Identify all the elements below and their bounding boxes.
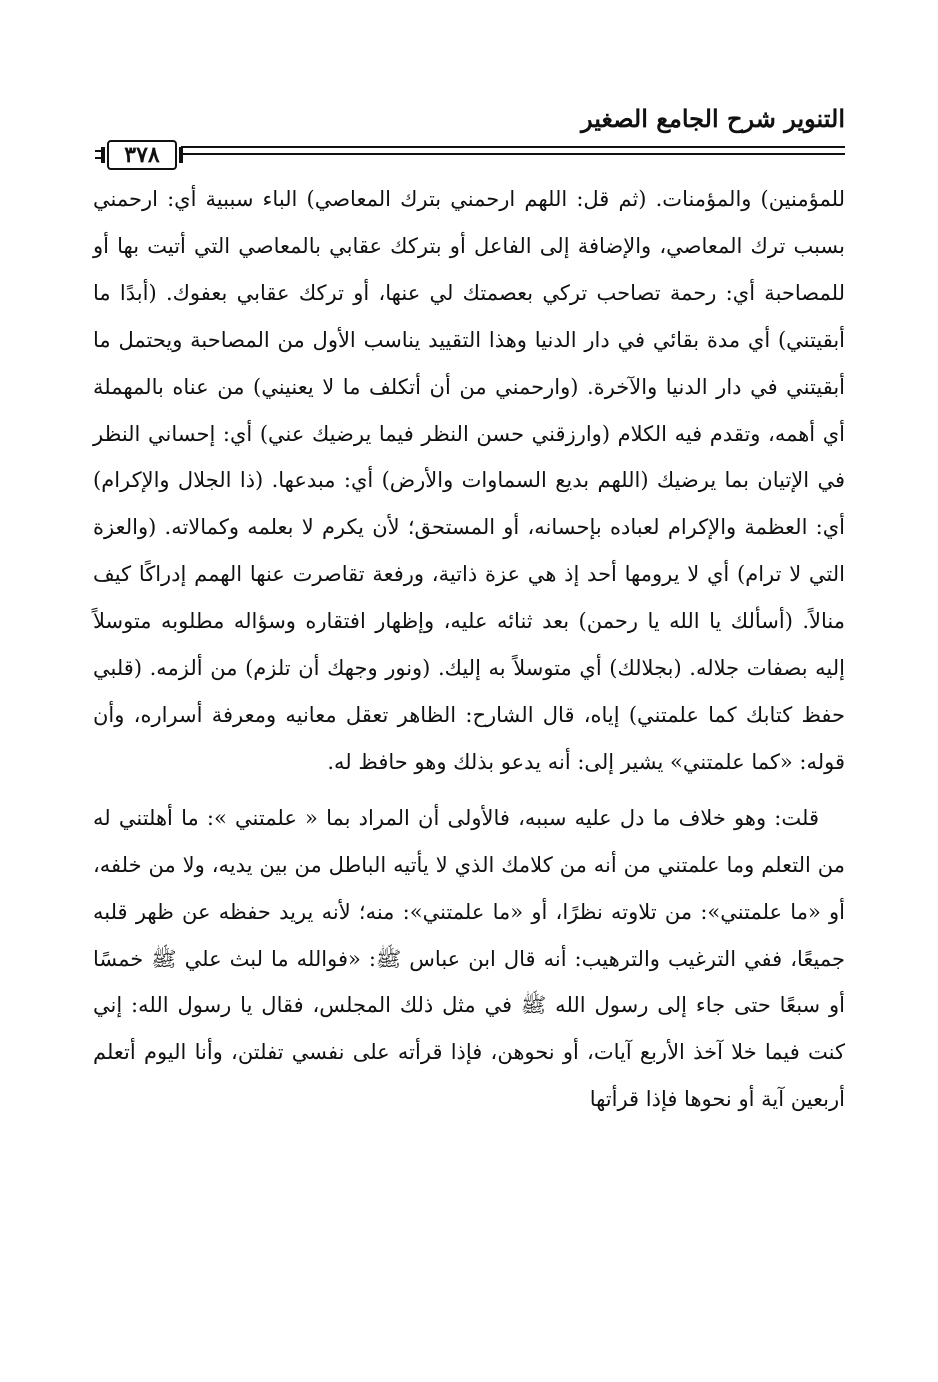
paragraph-1: للمؤمنين) والمؤمنات. (ثم قل: اللهم ارحمني بترك المعاصي) الباء سببية أي: ارحمني بسبب ترك المعاصي، والإضافة إلى الفاعل أو بتركك عقابي بالمعاصي التي أتيت بها أو للمصاحبة أي: رحمة تصاحب تركي بعصمتك لي عنها، أو تركك عقابي بعفوك. (أبدًا ما أبقيتني) أي مدة بقائي في دار الدنيا وهذا التقييد يناسب الأول من المصاحبة ويحتمل ما أبقيتني في دار الدنيا والآخرة. (وارحمني من أن أتكلف ما لا يعنيني) من عناه بالمهملة أي أهمه، وتقدم فيه الكلام (وارزقني حسن النظر فيما يرضيك عني) أي: إحساني النظر في الإتيان بما يرضيك (اللهم بديع السماوات والأرض) أي: مبدعها. (ذا الجلال والإكرام) أي: العظمة والإكرام لعباده بإحسانه، أو المستحق؛ لأن يكرم لا بعلمه وكمالاته. (والعزة التي لا ترام) أي لا يرومها أحد إذ هي عزة ذاتية، ورفعة تقاصرت عنها الهمم إدراكًا كيف منالاً. (أسألك يا الله يا رحمن) بعد ثنائه عليه، وإظهار افتقاره وسؤاله مطلوبه متوسلاً إليه بصفات جلاله. (بجلالك) أي متوسلاً به إليك. (ونور وجهك أن تلزم) من ألزمه. (قلبي حفظ كتابك كما علمتني) إياه، قال الشارح: الظاهر تعقل معانيه ومعرفة أسراره، وأن قوله: «كما علمتني» يشير إلى: أنه يدعو بذلك وهو حافظ له. xyxy=(93,187,845,774)
running-header-title: التنوير شرح الجامع الصغير xyxy=(581,104,845,133)
header-rule-bottom xyxy=(181,153,845,155)
paragraph-2: قلت: وهو خلاف ما دل عليه سببه، فالأولى أن المراد بما « علمتني »: ما أهلتني له من التعلم وما علمتني من أنه من كلامك الذي لا يأتيه الباطل من بين يديه، ولا من خلفه، أو «ما علمتني»: من تلاوته نظرًا، أو «ما علمتني»: منه؛ لأنه يريد حفظه عن ظهر قلبه جميعًا، ففي الترغيب والترهيب: أنه قال ابن عباس ﷺ: «فوالله ما لبث علي ﷺ خمسًا أو سبعًا حتى جاء إلى رسول الله ﷺ في مثل ذلك المجلس، فقال يا رسول الله: إني كنت فيما خلا آخذ الأربع آيات، أو نحوهن، فإذا قرأته على نفسي تفلتن، وأنا اليوم أتعلم أربعين آية أو نحوها فإذا قرأتها xyxy=(93,805,845,1112)
header-rule-top xyxy=(181,146,845,148)
page-number: ٣٧٨ xyxy=(107,140,177,170)
page-box-cap-right xyxy=(179,147,183,163)
page-box-cap-left xyxy=(101,147,105,163)
body-text xyxy=(93,176,845,1123)
